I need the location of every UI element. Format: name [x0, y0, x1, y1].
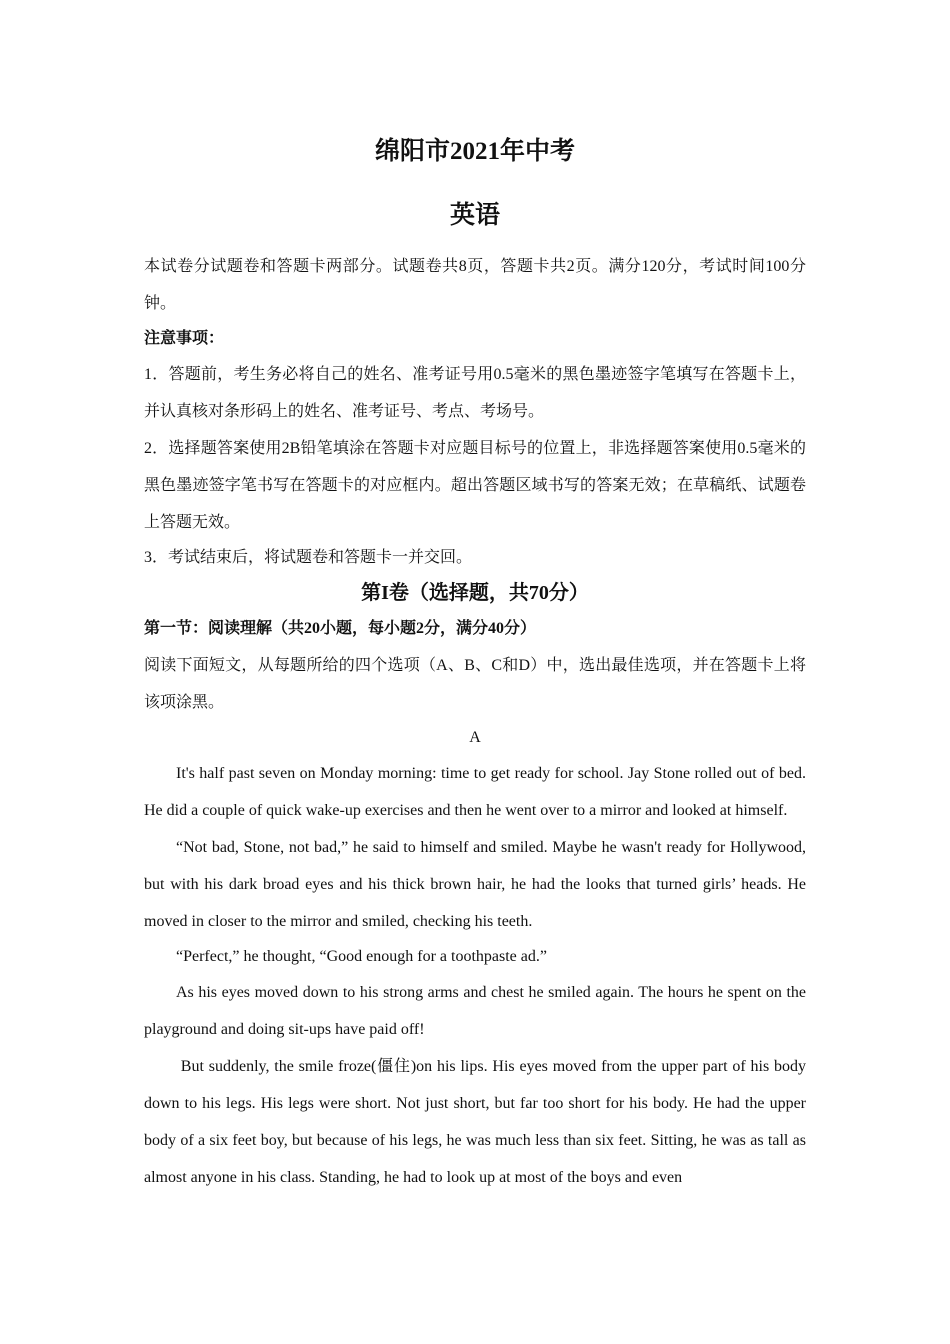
intro-text: 本试卷分试题卷和答题卡两部分。试题卷共8页，答题卡共2页。满分120分，考试时间100分钟。	[144, 258, 806, 312]
exam-page	[144, 128, 806, 1196]
note-item: 3．考试结束后，将试题卷和答题卡一并交回。	[144, 549, 473, 566]
passage-paragraph: But suddenly, the smile froze(僵住)on his lips. His eyes moved from the upper part of his body down to his legs. His legs were short. Not just short, but far too short for his body. He had the upper body of a six feet boy, but because of his legs, he was much less than six feet. Sitting, he was as tall as almost anyone in his class. Standing, he had to look up at most of the boys and even	[144, 1058, 806, 1186]
instruction-text: 阅读下面短文，从每题所给的四个选项（A、B、C和D）中，选出最佳选项，并在答题卡上将该项涂黑。	[144, 657, 806, 711]
notes-heading: 注意事项：	[144, 330, 225, 347]
passage-paragraph: As his eyes moved down to his strong arms and chest he smiled again. The hours he spent on the playground and doing sit-ups have paid off!	[144, 984, 806, 1038]
subject-title: 英语	[449, 202, 500, 229]
note-item: 2．选择题答案使用2B铅笔填涂在答题卡对应题目标号的位置上，非选择题答案使用0.5毫米的黑色墨迹签字笔书写在答题卡的对应框内。超出答题区域书写的答案无效；在草稿纸、试题卷上答题无效。	[144, 440, 806, 531]
section-title: 第一节：阅读理解（共20小题，每小题2分，满分40分）	[144, 620, 537, 637]
passage-label: A	[469, 729, 481, 746]
passage-paragraph: It's half past seven on Monday morning: time to get ready for school. Jay Stone rolled out of bed. He did a couple of quick wake-up exercises and then he went over to a mirror and looked at himself.	[144, 765, 806, 819]
passage-paragraph: “Perfect,” he thought, “Good enough for a toothpaste ad.”	[176, 948, 547, 965]
exam-title: 绵阳市2021年中考	[374, 138, 575, 165]
passage-paragraph: “Not bad, Stone, not bad,” he said to himself and smiled. Maybe he wasn't ready for Hollywood, but with his dark broad eyes and his thick brown hair, he had the looks that turned girls’ heads. He moved in closer to the mirror and smiled, checking his teeth.	[144, 839, 806, 930]
part-title: 第I卷（选择题，共70分）	[361, 582, 589, 604]
note-item: 1．答题前，考生务必将自己的姓名、准考证号用0.5毫米的黑色墨迹签字笔填写在答题卡上，并认真核对条形码上的姓名、准考证号、考点、考场号。	[144, 366, 806, 420]
